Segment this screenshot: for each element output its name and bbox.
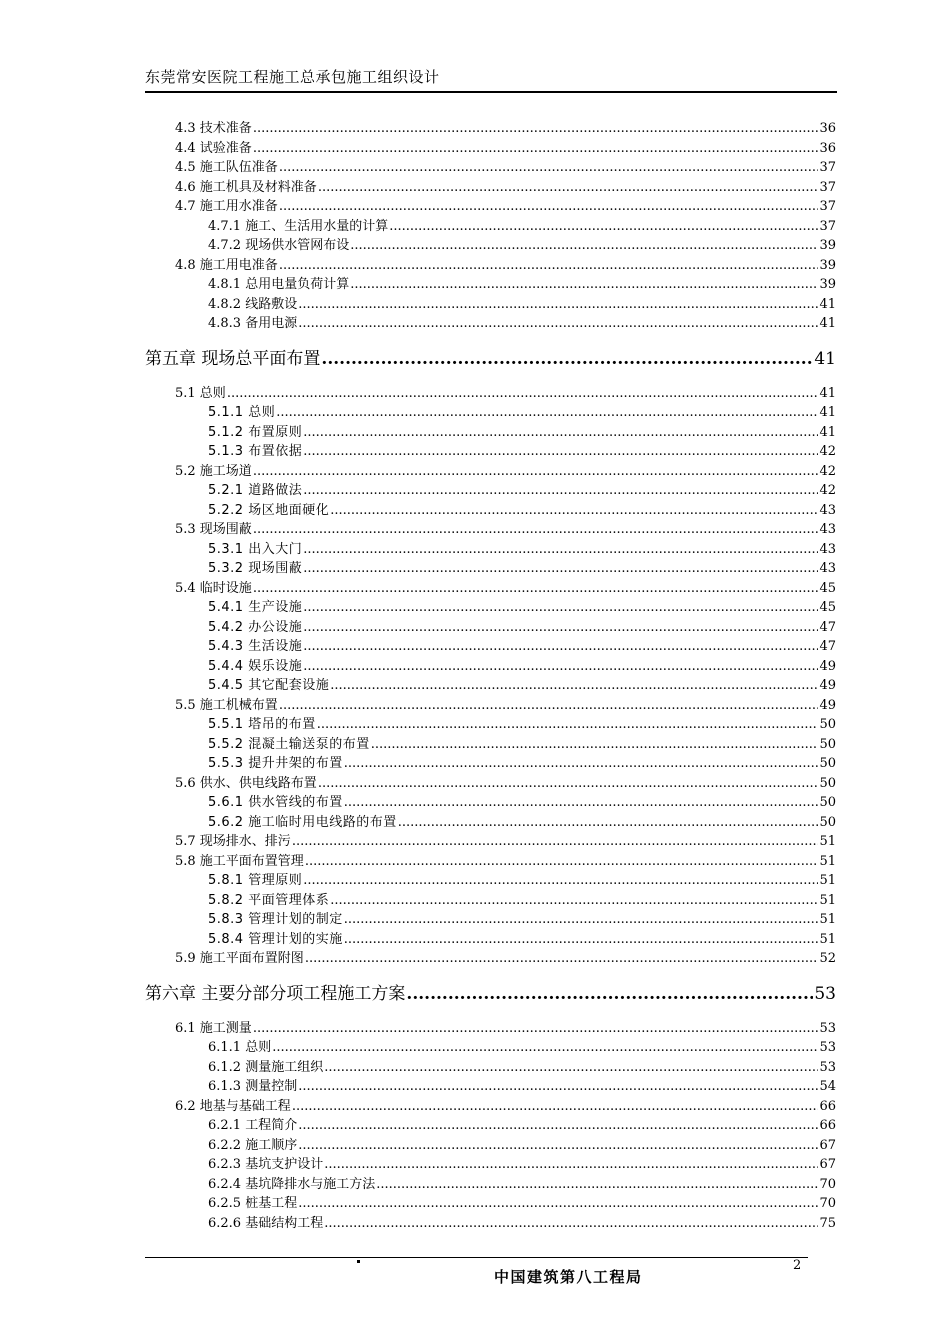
- toc-entry-label: 5.6.2 施工临时用电线路的布置: [208, 814, 397, 830]
- toc-dot-leader: [318, 180, 819, 195]
- toc-dot-leader: [376, 1177, 818, 1192]
- toc-entry-label: 6.2.1 工程简介: [208, 1118, 298, 1133]
- toc-entry-label: 5.4.5 其它配套设施: [208, 678, 330, 693]
- toc-entry[interactable]: [208, 1192, 836, 1211]
- toc-dot-leader: [303, 483, 818, 498]
- toc-dot-leader: [344, 932, 819, 947]
- toc-entry[interactable]: [208, 752, 836, 771]
- toc-dot-leader: [321, 349, 813, 369]
- toc-entry[interactable]: [208, 538, 836, 557]
- toc-entry[interactable]: [175, 156, 836, 175]
- toc-entry[interactable]: [208, 596, 836, 615]
- toc-entry-page: 36: [819, 140, 836, 156]
- toc-dot-leader: [253, 522, 819, 537]
- toc-entry[interactable]: [208, 273, 836, 292]
- toc-entry-page: 43: [819, 561, 836, 576]
- toc-entry-label: 5.4 临时设施: [175, 580, 252, 596]
- toc-entry-label: 5.5.2 混凝土输送泵的布置: [208, 736, 370, 752]
- toc-entry[interactable]: [208, 1114, 836, 1133]
- toc-entry-label: 5.1.3 布置依据: [208, 444, 303, 459]
- toc-entry-label: 6.1.3 测量控制: [208, 1079, 298, 1094]
- toc-entry-page: 53: [819, 1040, 836, 1055]
- toc-dot-leader: [303, 561, 818, 576]
- toc-entry-label: 5.6.1 供水管线的布置: [208, 795, 343, 810]
- toc-entry-label: 5.5 施工机械布置: [175, 697, 278, 713]
- toc-entry-page: 37: [819, 179, 836, 195]
- toc-dot-leader: [298, 1079, 818, 1094]
- toc-entry-label: 5.5.1 塔吊的布置: [208, 717, 316, 732]
- toc-entry-page: 42: [819, 444, 836, 459]
- toc-dot-leader: [389, 219, 818, 234]
- toc-dot-leader: [303, 873, 818, 888]
- toc-entry-page: 47: [819, 619, 836, 635]
- toc-entry-label: 第六章 主要分部分项工程施工方案: [145, 983, 406, 1004]
- toc-entry[interactable]: [208, 479, 836, 498]
- toc-entry[interactable]: [175, 577, 836, 596]
- toc-entry[interactable]: [175, 460, 836, 479]
- toc-entry[interactable]: [175, 382, 836, 401]
- footer-organization: 中国建筑第八工程局: [494, 1268, 643, 1286]
- toc-entry-page: 50: [819, 756, 836, 771]
- toc-entry-label: 5.2.1 道路做法: [208, 483, 303, 498]
- toc-entry[interactable]: [208, 674, 836, 693]
- toc-chapter-entry[interactable]: [145, 979, 836, 1005]
- toc-dot-leader: [292, 834, 819, 849]
- toc-entry-label: 5.8 施工平面布置管理: [175, 853, 304, 869]
- toc-dot-leader: [292, 1099, 819, 1114]
- toc-entry-label: 4.8 施工用电准备: [175, 257, 278, 273]
- toc-entry-label: 5.8.1 管理原则: [208, 873, 303, 888]
- toc-entry-page: 47: [819, 639, 836, 654]
- toc-entry-page: 53: [814, 983, 836, 1004]
- toc-dot-leader: [398, 815, 819, 830]
- toc-entry[interactable]: [208, 234, 836, 253]
- toc-entry[interactable]: [208, 869, 836, 888]
- toc-dot-leader: [317, 717, 819, 732]
- toc-entry-label: 6.2.2 施工顺序: [208, 1137, 298, 1153]
- toc-dot-leader: [324, 1216, 818, 1231]
- toc-entry-label: 6.1.2 测量施工组织: [208, 1059, 324, 1075]
- toc-entry[interactable]: [208, 1153, 836, 1172]
- toc-entry-label: 6.1.1 总则: [208, 1040, 272, 1055]
- toc-entry-label: 5.8.4 管理计划的实施: [208, 931, 343, 947]
- toc-dot-leader: [253, 581, 819, 596]
- toc-entry-label: 6.2.5 桩基工程: [208, 1196, 298, 1211]
- toc-entry-label: 4.3 技术准备: [175, 121, 252, 136]
- toc-dot-leader: [324, 1060, 818, 1075]
- toc-entry-page: 51: [819, 912, 836, 927]
- toc-entry-page: 70: [819, 1176, 836, 1192]
- toc-dot-leader: [324, 1157, 818, 1172]
- toc-entry-label: 5.3 现场围蔽: [175, 522, 252, 537]
- toc-entry-label: 4.7.2 现场供水管网布设: [208, 238, 350, 253]
- toc-entry[interactable]: [208, 889, 836, 908]
- toc-entry-label: 4.8.2 线路敷设: [208, 296, 298, 312]
- toc-dot-leader: [303, 639, 818, 654]
- toc-dot-leader: [279, 258, 819, 273]
- footer-page-number: 2: [793, 1258, 802, 1273]
- toc-entry-page: 36: [819, 121, 836, 136]
- toc-entry-label: 5.7 现场排水、排污: [175, 834, 291, 849]
- toc-dot-leader: [330, 893, 818, 908]
- toc-entry-label: 4.8.3 备用电源: [208, 316, 298, 331]
- toc-dot-leader: [303, 600, 818, 615]
- toc-dot-leader: [406, 984, 813, 1004]
- footer-dot: [357, 1260, 360, 1263]
- toc-entry-page: 66: [819, 1118, 836, 1133]
- toc-entry-label: 4.8.1 总用电量负荷计算: [208, 277, 350, 292]
- toc-entry-page: 75: [819, 1215, 836, 1231]
- toc-dot-leader: [298, 1118, 818, 1133]
- toc-dot-leader: [279, 698, 819, 713]
- toc-entry-page: 49: [819, 697, 836, 713]
- toc-chapter-entry[interactable]: [145, 344, 836, 370]
- toc-entry-page: 41: [819, 405, 836, 420]
- toc-entry[interactable]: [208, 440, 836, 459]
- toc-dot-leader: [305, 951, 819, 966]
- toc-entry-label: 5.4.4 娱乐设施: [208, 658, 303, 674]
- toc-dot-leader: [303, 425, 818, 440]
- toc-entry-page: 39: [819, 277, 836, 292]
- toc-entry-page: 45: [819, 580, 836, 596]
- toc-entry-label: 6.2.3 基坑支护设计: [208, 1157, 324, 1172]
- toc-dot-leader: [227, 386, 819, 401]
- toc-entry-page: 49: [819, 678, 836, 693]
- toc-entry-label: 6.1 施工测量: [175, 1020, 252, 1036]
- toc-dot-leader: [303, 444, 818, 459]
- toc-entry[interactable]: [208, 791, 836, 810]
- toc-entry-label: 5.2.2 场区地面硬化: [208, 502, 330, 518]
- toc-dot-leader: [303, 542, 818, 557]
- toc-entry[interactable]: [175, 850, 836, 869]
- toc-entry[interactable]: [208, 215, 836, 234]
- toc-dot-leader: [303, 620, 818, 635]
- toc-entry-page: 70: [819, 1196, 836, 1211]
- toc-entry-page: 43: [819, 502, 836, 518]
- toc-entry-page: 51: [819, 892, 836, 908]
- toc-entry[interactable]: [208, 293, 836, 312]
- toc-entry-label: 5.1.2 布置原则: [208, 424, 303, 440]
- toc-entry-page: 50: [819, 736, 836, 752]
- toc-entry[interactable]: [208, 655, 836, 674]
- toc-dot-leader: [298, 1196, 818, 1211]
- toc-dot-leader: [344, 795, 819, 810]
- toc-dot-leader: [344, 912, 819, 927]
- toc-entry-page: 43: [819, 522, 836, 537]
- toc-entry-label: 6.2 地基与基础工程: [175, 1098, 291, 1114]
- toc-entry-label: 5.4.3 生活设施: [208, 639, 303, 654]
- toc-dot-leader: [279, 160, 819, 175]
- toc-dot-leader: [279, 199, 819, 214]
- toc-entry[interactable]: [208, 1056, 836, 1075]
- toc-entry[interactable]: [208, 1134, 836, 1153]
- toc-entry-label: 5.2 施工场道: [175, 463, 252, 479]
- toc-entry-label: 5.4.1 生产设施: [208, 600, 303, 615]
- toc-entry-page: 50: [819, 795, 836, 810]
- toc-entry-label: 5.9 施工平面布置附图: [175, 951, 304, 966]
- toc-entry-label: 5.5.3 提升井架的布置: [208, 756, 343, 771]
- toc-dot-leader: [350, 238, 818, 253]
- toc-entry-page: 41: [819, 316, 836, 331]
- toc-entry-label: 6.2.6 基础结构工程: [208, 1215, 324, 1231]
- toc-entry-page: 42: [819, 463, 836, 479]
- toc-entry[interactable]: [208, 713, 836, 732]
- toc-entry[interactable]: [208, 557, 836, 576]
- toc-entry[interactable]: [175, 772, 836, 791]
- toc-dot-leader: [318, 776, 819, 791]
- toc-entry[interactable]: [208, 1075, 836, 1094]
- toc-entry-label: 5.4.2 办公设施: [208, 619, 303, 635]
- toc-entry-page: 37: [819, 199, 836, 214]
- toc-entry-page: 39: [819, 257, 836, 273]
- toc-dot-leader: [330, 678, 818, 693]
- toc-entry-page: 50: [819, 717, 836, 732]
- toc-dot-leader: [305, 854, 819, 869]
- toc-dot-leader: [298, 297, 818, 312]
- toc-entry-label: 5.8.3 管理计划的制定: [208, 912, 343, 927]
- toc-entry-label: 5.1 总则: [175, 385, 226, 401]
- toc-entry-label: 第五章 现场总平面布置: [145, 348, 321, 369]
- toc-entry[interactable]: [208, 312, 836, 331]
- toc-entry-page: 37: [819, 160, 836, 175]
- toc-entry[interactable]: [175, 137, 836, 156]
- toc-entry-page: 67: [819, 1157, 836, 1172]
- toc-entry-label: 4.7 施工用水准备: [175, 199, 278, 214]
- toc-entry-label: 5.1.1 总则: [208, 405, 276, 420]
- toc-entry-label: 4.7.1 施工、生活用水量的计算: [208, 218, 389, 234]
- toc-entry[interactable]: [208, 733, 836, 752]
- toc-entry[interactable]: [208, 499, 836, 518]
- toc-dot-leader: [253, 464, 819, 479]
- toc-dot-leader: [253, 1021, 819, 1036]
- toc-entry[interactable]: [208, 616, 836, 635]
- toc-dot-leader: [344, 756, 819, 771]
- toc-entry-page: 37: [819, 218, 836, 234]
- toc-entry-page: 50: [819, 775, 836, 791]
- toc-entry-page: 67: [819, 1137, 836, 1153]
- toc-entry-page: 42: [819, 483, 836, 498]
- toc-dot-leader: [253, 141, 819, 156]
- toc-entry-label: 5.6 供水、供电线路布置: [175, 775, 317, 791]
- toc-entry-label: 4.5 施工队伍准备: [175, 160, 278, 175]
- toc-entry[interactable]: [175, 518, 836, 537]
- toc-entry-page: 41: [819, 385, 836, 401]
- toc-entry-page: 51: [819, 873, 836, 888]
- toc-entry-label: 5.3.1 出入大门: [208, 541, 303, 557]
- toc-entry[interactable]: [208, 635, 836, 654]
- toc-entry[interactable]: [175, 694, 836, 713]
- toc-entry-page: 51: [819, 931, 836, 947]
- toc-entry-label: 6.2.4 基坑降排水与施工方法: [208, 1176, 376, 1192]
- toc-dot-leader: [330, 503, 818, 518]
- toc-entry[interactable]: [208, 1173, 836, 1192]
- toc-entry-page: 43: [819, 541, 836, 557]
- toc-entry-page: 41: [819, 296, 836, 312]
- toc-entry[interactable]: [175, 1017, 836, 1036]
- toc-dot-leader: [371, 737, 819, 752]
- toc-entry[interactable]: [208, 811, 836, 830]
- toc-entry[interactable]: [208, 401, 836, 420]
- toc-entry-page: 50: [819, 814, 836, 830]
- toc-entry-label: 4.6 施工机具及材料准备: [175, 179, 317, 195]
- toc-dot-leader: [298, 316, 818, 331]
- toc-entry-page: 66: [819, 1098, 836, 1114]
- toc-entry-label: 5.8.2 平面管理体系: [208, 892, 330, 908]
- toc-entry-page: 49: [819, 658, 836, 674]
- toc-entry-page: 53: [819, 1059, 836, 1075]
- toc-entry-label: 5.3.2 现场围蔽: [208, 561, 303, 576]
- toc-entry[interactable]: [175, 947, 836, 966]
- toc-entry-page: 51: [819, 834, 836, 849]
- toc-entry-page: 41: [819, 424, 836, 440]
- toc-entry[interactable]: [208, 908, 836, 927]
- toc-entry[interactable]: [175, 254, 836, 273]
- toc-dot-leader: [253, 121, 819, 136]
- toc-entry-page: 39: [819, 238, 836, 253]
- toc-dot-leader: [272, 1040, 818, 1055]
- toc-entry-page: 51: [819, 853, 836, 869]
- toc-entry[interactable]: [175, 117, 836, 136]
- toc-entry-page: 54: [819, 1079, 836, 1094]
- toc-entry[interactable]: [208, 421, 836, 440]
- toc-entry[interactable]: [175, 176, 836, 195]
- toc-entry[interactable]: [175, 1095, 836, 1114]
- toc-dot-leader: [303, 659, 818, 674]
- toc-entry[interactable]: [208, 1036, 836, 1055]
- toc-entry[interactable]: [208, 1212, 836, 1231]
- toc-entry[interactable]: [175, 195, 836, 214]
- toc-dot-leader: [298, 1138, 818, 1153]
- toc-dot-leader: [276, 405, 818, 420]
- document-header-title: 东莞常安医院工程施工总承包施工组织设计: [145, 68, 440, 86]
- toc-entry-page: 53: [819, 1020, 836, 1036]
- toc-entry-label: 4.4 试验准备: [175, 140, 252, 156]
- toc-dot-leader: [350, 277, 818, 292]
- toc-entry-page: 52: [819, 951, 836, 966]
- toc-entry[interactable]: [208, 928, 836, 947]
- toc-entry[interactable]: [175, 830, 836, 849]
- toc-entry-page: 41: [814, 348, 836, 369]
- toc-entry-page: 45: [819, 600, 836, 615]
- footer-rule: [145, 1257, 808, 1258]
